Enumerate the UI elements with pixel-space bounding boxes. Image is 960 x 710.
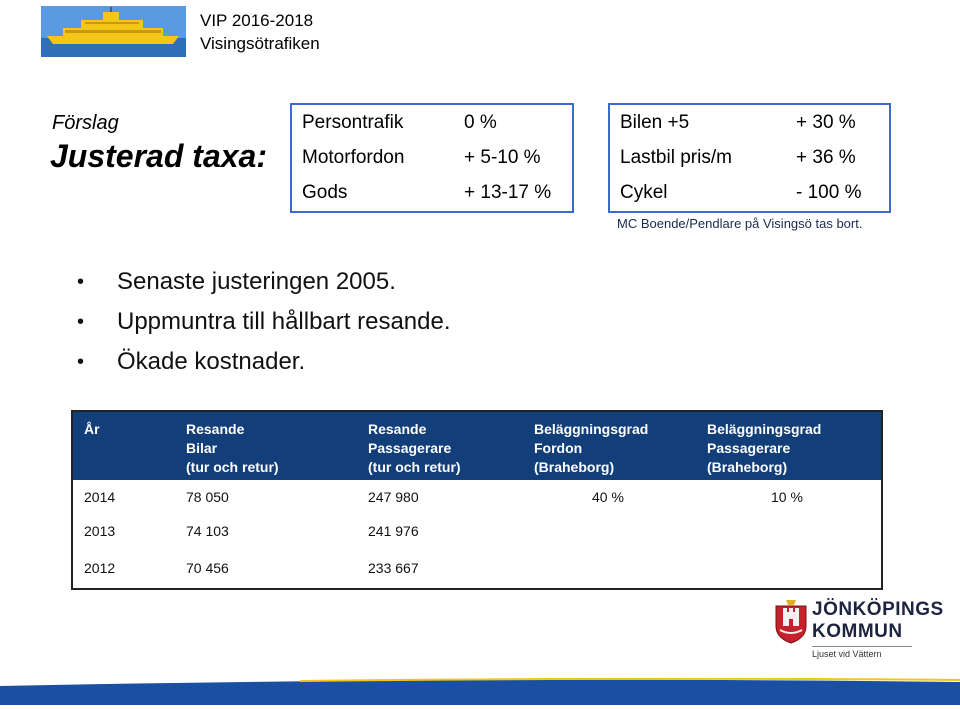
proposal-label: Förslag bbox=[52, 112, 119, 134]
logo-divider bbox=[812, 646, 912, 647]
footnote: MC Boende/Pendlare på Visingsö tas bort. bbox=[617, 216, 863, 231]
bullet-text: Senaste justeringen 2005. bbox=[117, 268, 396, 295]
rate-value: + 30 % bbox=[796, 112, 856, 133]
header-cars: Resande Bilar (tur och retur) bbox=[186, 421, 279, 475]
bullet-list bbox=[77, 262, 451, 382]
kommun-logo bbox=[772, 598, 944, 662]
table-cell: 247 980 bbox=[368, 489, 419, 505]
table-cell: 233 667 bbox=[368, 560, 419, 576]
footer-bar bbox=[0, 678, 960, 705]
title-line-1: VIP 2016-2018 bbox=[200, 11, 314, 30]
rates-box-left bbox=[290, 103, 574, 213]
bullet-icon: • bbox=[77, 351, 85, 373]
rate-name: Cykel bbox=[620, 182, 668, 203]
table-cell: 2013 bbox=[84, 523, 116, 539]
rate-name: Motorfordon bbox=[302, 147, 405, 168]
table-cell: 40 % bbox=[592, 489, 624, 505]
rate-value: + 13-17 % bbox=[464, 182, 552, 203]
title-line-2: Visingsötrafiken bbox=[200, 34, 320, 53]
table-cell: 241 976 bbox=[368, 523, 419, 539]
page-title bbox=[200, 9, 320, 55]
rate-name: Lastbil pris/m bbox=[620, 147, 732, 168]
table-cell: 2012 bbox=[84, 560, 116, 576]
table-cell: 70 456 bbox=[186, 560, 229, 576]
bullet-text: Ökade kostnader. bbox=[117, 348, 306, 375]
bullet-item bbox=[77, 262, 451, 302]
stats-table bbox=[71, 410, 883, 590]
rate-name: Gods bbox=[302, 182, 348, 203]
rate-row bbox=[610, 175, 889, 210]
rate-row bbox=[292, 175, 572, 210]
rates-box-right bbox=[608, 103, 891, 213]
rate-value: + 36 % bbox=[796, 147, 856, 168]
proposal-headline: Justerad taxa: bbox=[50, 138, 267, 174]
header-year: År bbox=[84, 421, 100, 437]
rate-value: 0 % bbox=[464, 112, 497, 133]
header-occupancy-passengers: Beläggningsgrad Passagerare (Braheborg) bbox=[707, 421, 822, 475]
table-header bbox=[73, 412, 881, 480]
bullet-text: Uppmuntra till hållbart resande. bbox=[117, 308, 451, 335]
rate-row bbox=[292, 140, 572, 175]
table-cell: 2014 bbox=[84, 489, 116, 505]
rate-value: + 5-10 % bbox=[464, 147, 541, 168]
table-cell: 78 050 bbox=[186, 489, 229, 505]
rate-row bbox=[610, 105, 889, 140]
kommun-name: JÖNKÖPINGS KOMMUN bbox=[812, 599, 944, 642]
bullet-icon: • bbox=[77, 311, 85, 333]
rate-row bbox=[292, 105, 572, 140]
kommun-tagline: Ljuset vid Vättern bbox=[812, 649, 882, 659]
bullet-item bbox=[77, 342, 451, 382]
rate-value: - 100 % bbox=[796, 182, 862, 203]
rate-name: Bilen +5 bbox=[620, 112, 690, 133]
header-passengers: Resande Passagerare (tur och retur) bbox=[368, 421, 461, 475]
ferry-logo bbox=[41, 6, 186, 57]
rate-row bbox=[610, 140, 889, 175]
ferry-icon bbox=[41, 6, 186, 57]
coat-of-arms-icon bbox=[774, 600, 808, 644]
table-cell: 10 % bbox=[771, 489, 803, 505]
rate-name: Persontrafik bbox=[302, 112, 404, 133]
footer-wave-icon bbox=[0, 678, 960, 705]
bullet-icon: • bbox=[77, 271, 85, 293]
bullet-item bbox=[77, 302, 451, 342]
header-occupancy-vehicles: Beläggningsgrad Fordon (Braheborg) bbox=[534, 421, 649, 475]
table-cell: 74 103 bbox=[186, 523, 229, 539]
